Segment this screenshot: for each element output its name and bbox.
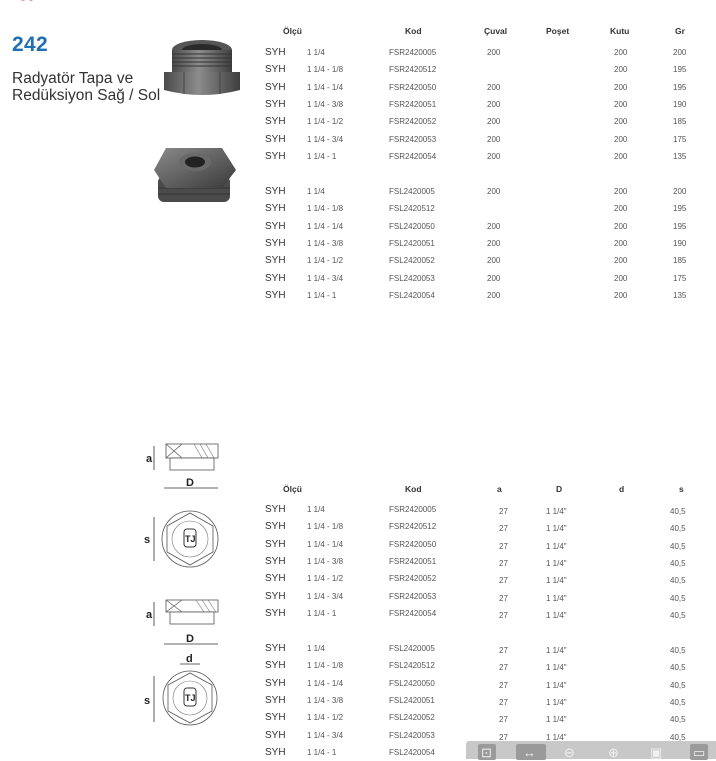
table-cell-s: 40,5 [670,680,686,690]
table-cell-s: 40,5 [670,732,686,742]
table-cell-code: FSR2420054 [389,608,437,618]
table-cell-code: FSR2420005 [389,48,437,57]
table-cell-kutu: 200 [614,134,628,144]
column-header: a [497,484,502,494]
column-header: Ölçü [283,484,302,494]
column-header: d [619,484,625,494]
table-cell-gr: 200 [673,187,687,196]
table-cell-size: 1 1/4 - 1/2 [307,256,344,266]
fit-width-icon: ↔ [523,745,536,760]
table-cell-type: SYH [265,289,286,301]
table-cell-s: 40,5 [670,646,686,655]
table-cell-type: SYH [265,64,286,76]
dim-d-label: d [186,653,193,665]
table-cell-type: SYH [265,203,286,215]
table-cell-a: 27 [499,524,508,534]
save-button[interactable] [648,744,666,760]
table-cell-type: SYH [265,255,286,267]
table-cell-code: FSL2420050 [389,221,435,231]
table-cell-s: 40,5 [670,524,686,534]
table-cell-code: FSL2420052 [389,256,435,266]
table-cell-type: SYH [265,643,286,654]
column-header: Gr [675,26,685,36]
table-cell-code: FSL2420005 [389,644,435,653]
table-cell-gr: 195 [673,204,687,214]
product-number: 242 [12,33,48,56]
table-cell-size: 1 1/4 [307,505,325,514]
table-cell-size: 1 1/4 - 1/8 [307,522,344,532]
table-cell-code: FSR2420050 [389,82,437,92]
table-cell-gr: 195 [673,221,687,231]
tj-mark: TJ [185,693,196,703]
table-cell-D: 1 1/4" [546,646,567,655]
dim-D-label: D [186,633,194,645]
table-cell-gr: 190 [673,99,687,109]
table-cell-D: 1 1/4" [546,524,567,534]
column-header: Çuval [484,26,508,36]
table-cell-code: FSR2420052 [389,574,437,584]
table-cell-D: 1 1/4" [546,610,567,620]
table-cell-D: 1 1/4" [546,715,567,725]
table-cell-a: 27 [499,715,508,725]
print-icon: ▭ [693,745,706,760]
product-title-line1: Radyatör Tapa ve [12,70,134,87]
table-cell-size: 1 1/4 - 3/8 [307,695,344,705]
table-cell-size: 1 1/4 [307,644,325,653]
table-cell-gr: 190 [673,238,687,248]
table-cell-gr: 175 [673,134,687,144]
table-cell-size: 1 1/4 - 1/2 [307,713,344,723]
table-cell-D: 1 1/4" [546,697,567,707]
table-cell-cuval: 200 [487,48,501,57]
table-cell-size: 1 1/4 - 1/4 [307,678,344,688]
print-button[interactable] [690,744,708,760]
table-cell-s: 40,5 [670,558,686,568]
table-cell-type: SYH [265,186,286,197]
table-cell-type: SYH [265,116,286,128]
table-cell-gr: 195 [673,82,687,92]
table-cell-gr: 175 [673,273,687,283]
fit-page-button[interactable] [478,744,496,760]
dim-a-label: a [146,609,153,621]
table-cell-gr: 185 [673,256,687,266]
table-cell-D: 1 1/4" [546,593,567,603]
table-cell-code: FSR2420053 [389,134,437,144]
table-cell-kutu: 200 [614,48,628,57]
reducer-top-drawing [142,668,226,728]
table-cell-s: 40,5 [670,576,686,586]
table-cell-code: FSR2420512 [389,522,437,532]
table-cell-code: FSL2420051 [389,238,435,248]
fit-page-icon: ⊡ [481,745,492,760]
table-cell-D: 1 1/4" [546,680,567,690]
column-header: Kod [405,484,422,494]
table-cell-s: 40,5 [670,610,686,620]
table-cell-type: SYH [265,81,286,93]
reducer-side-drawing [142,598,226,666]
table-cell-gr: 195 [673,65,687,75]
column-header: Kod [405,26,422,36]
table-cell-cuval: 200 [487,117,501,127]
dim-a-label: a [146,453,153,465]
table-cell-type: SYH [265,677,286,689]
table-cell-kutu: 200 [614,204,628,214]
table-cell-cuval: 200 [487,99,501,109]
column-header: s [679,484,684,494]
table-cell-D: 1 1/4" [546,576,567,586]
table-cell-D: 1 1/4" [546,732,567,742]
table-cell-size: 1 1/4 - 3/8 [307,99,344,109]
table-cell-a: 27 [499,576,508,586]
fitting-side-photo [162,38,242,108]
fitting-top-photo [148,140,240,212]
table-cell-size: 1 1/4 - 1 [307,151,337,161]
column-header: Poşet [546,26,570,36]
table-cell-code: FSL2420512 [389,204,435,214]
table-cell-type: SYH [265,573,286,585]
table-cell-a: 27 [499,697,508,707]
table-cell-cuval: 200 [487,273,501,283]
table-cell-cuval: 200 [487,221,501,231]
table-cell-type: SYH [265,133,286,145]
table-cell-type: SYH [265,746,286,758]
table-cell-type: SYH [265,47,286,58]
table-cell-cuval: 200 [487,134,501,144]
table-cell-code: FSR2420051 [389,99,437,109]
table-cell-size: 1 1/4 - 3/8 [307,556,344,566]
table-cell-kutu: 200 [614,238,628,248]
table-cell-kutu: 200 [614,151,628,161]
table-cell-code: FSR2420512 [389,65,437,75]
table-cell-size: 1 1/4 - 3/8 [307,238,344,248]
table-cell-type: SYH [265,521,286,533]
table-cell-a: 27 [499,593,508,603]
table-cell-code: FSR2420051 [389,556,437,566]
table-cell-s: 40,5 [670,541,686,551]
table-cell-a: 27 [499,646,508,655]
viewer-toolbar [466,741,716,759]
table-cell-type: SYH [265,98,286,110]
table-cell-code: FSL2420053 [389,273,435,283]
table-cell-size: 1 1/4 - 1 [307,290,337,300]
zoom-out-icon: ⊖ [564,745,575,760]
table-cell-size: 1 1/4 - 3/4 [307,730,344,740]
table-cell-size: 1 1/4 - 1/4 [307,539,344,549]
table-cell-gr: 185 [673,117,687,127]
table-cell-type: SYH [265,272,286,284]
table-cell-D: 1 1/4" [546,541,567,551]
table-cell-cuval: 200 [487,187,501,196]
table-cell-a: 27 [499,732,508,742]
table-cell-type: SYH [265,590,286,602]
table-cell-size: 1 1/4 - 1/8 [307,661,344,671]
table-cell-cuval: 200 [487,238,501,248]
table-cell-size: 1 1/4 - 1 [307,608,337,618]
table-cell-kutu: 200 [614,273,628,283]
table-cell-type: SYH [265,538,286,550]
table-cell-s: 40,5 [670,593,686,603]
table-cell-cuval: 200 [487,82,501,92]
zoom-in-icon: ⊕ [608,745,619,760]
table-cell-type: SYH [265,694,286,706]
table-cell-code: FSR2420054 [389,151,437,161]
table-cell-kutu: 200 [614,290,628,300]
table-cell-gr: 135 [673,151,687,161]
table-cell-code: FSL2420050 [389,678,435,688]
table-cell-size: 1 1/4 - 1/2 [307,574,344,584]
column-header: Kutu [610,26,630,36]
table-cell-type: SYH [265,237,286,249]
table-cell-a: 27 [499,541,508,551]
table-cell-type: SYH [265,220,286,232]
table-cell-kutu: 200 [614,256,628,266]
plug-top-drawing [142,505,226,571]
table-cell-code: FSR2420050 [389,539,437,549]
table-cell-a: 27 [499,663,508,673]
table-cell-size: 1 1/4 - 3/4 [307,134,344,144]
table-cell-gr: 135 [673,290,687,300]
table-cell-cuval: 200 [487,290,501,300]
plug-side-drawing [142,440,226,496]
table-cell-code: FSL2420054 [389,747,435,757]
table-cell-code: FSR2420053 [389,591,437,601]
table-cell-a: 27 [499,680,508,690]
table-cell-kutu: 200 [614,65,628,75]
table-cell-a: 27 [499,507,508,516]
table-cell-type: SYH [265,555,286,567]
brand-logo [18,0,36,4]
table-cell-a: 27 [499,558,508,568]
table-cell-D: 1 1/4" [546,507,567,516]
table-cell-size: 1 1/4 - 3/4 [307,273,344,283]
table-cell-size: 1 1/4 [307,187,325,196]
table-cell-a: 27 [499,610,508,620]
product-title-line2: Redüksiyon Sağ / Sol [12,87,161,104]
table-cell-type: SYH [265,712,286,724]
table-cell-size: 1 1/4 - 1/4 [307,221,344,231]
table-cell-kutu: 200 [614,221,628,231]
table-cell-type: SYH [265,729,286,741]
table-cell-s: 40,5 [670,697,686,707]
table-cell-s: 40,5 [670,663,686,673]
table-cell-code: FSR2420052 [389,117,437,127]
table-cell-D: 1 1/4" [546,663,567,673]
zoom-in-button[interactable] [606,744,624,760]
table-cell-type: SYH [265,607,286,619]
table-cell-size: 1 1/4 - 1 [307,747,337,757]
dim-s-label: s [144,534,151,546]
column-header: D [556,484,563,494]
zoom-out-button[interactable] [562,744,580,760]
save-icon: ▣ [650,745,663,760]
table-cell-kutu: 200 [614,187,628,196]
table-cell-s: 40,5 [670,507,686,516]
table-cell-type: SYH [265,660,286,672]
dim-s-label: s [144,695,151,707]
table-cell-kutu: 200 [614,99,628,109]
table-cell-size: 1 1/4 - 1/8 [307,65,344,75]
table-cell-code: FSL2420054 [389,290,435,300]
table-cell-gr: 200 [673,48,687,57]
fit-width-button[interactable] [516,744,546,760]
table-cell-size: 1 1/4 [307,48,325,57]
table-cell-code: FSL2420051 [389,695,435,705]
table-cell-code: FSL2420005 [389,187,435,196]
table-cell-code: FSL2420052 [389,713,435,723]
table-cell-size: 1 1/4 - 1/8 [307,204,344,214]
table-cell-size: 1 1/4 - 1/4 [307,82,344,92]
table-cell-type: SYH [265,504,286,515]
table-cell-s: 40,5 [670,715,686,725]
column-header: Ölçü [283,26,302,36]
table-cell-code: FSR2420005 [389,505,437,514]
table-cell-cuval: 200 [487,151,501,161]
table-cell-kutu: 200 [614,82,628,92]
table-cell-code: FSL2420053 [389,730,435,740]
table-cell-size: 1 1/4 - 1/2 [307,117,344,127]
dim-D-label: D [186,477,194,489]
product-title [12,70,160,104]
table-cell-type: SYH [265,150,286,162]
table-cell-cuval: 200 [487,256,501,266]
table-cell-kutu: 200 [614,117,628,127]
table-cell-size: 1 1/4 - 3/4 [307,591,344,601]
tj-mark: TJ [185,534,196,544]
table-cell-code: FSL2420512 [389,661,435,671]
table-cell-D: 1 1/4" [546,558,567,568]
